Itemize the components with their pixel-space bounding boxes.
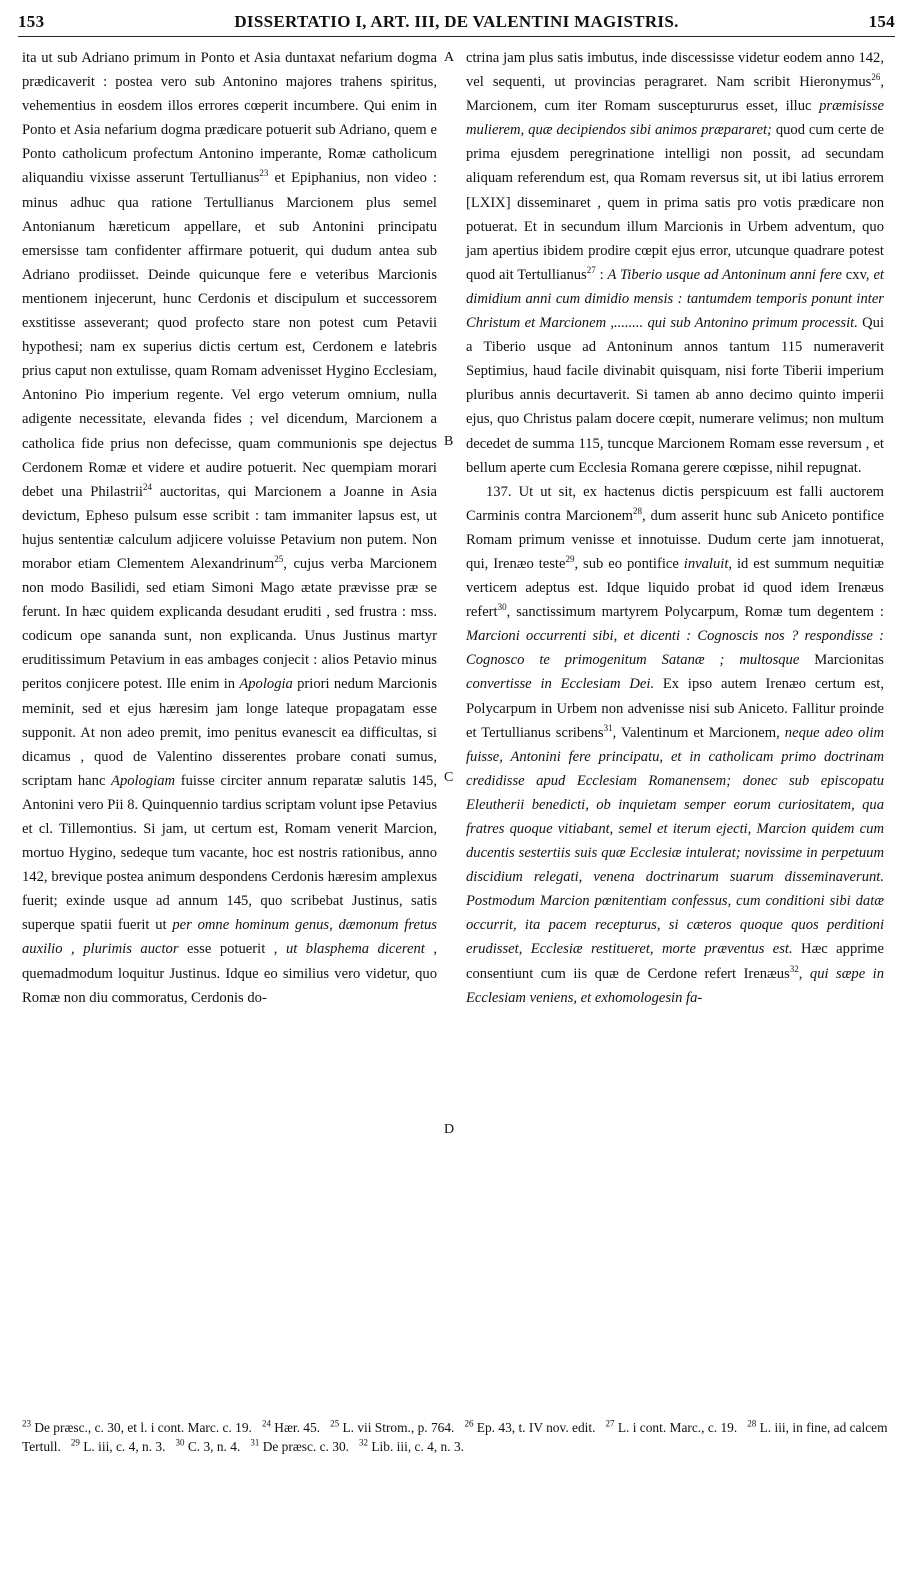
running-header [18, 12, 895, 38]
left-paragraph: ita ut sub Adriano primum in Ponto et Asia duntaxat nefarium dogma prædicaverit : postea vero sub Antonino majores trahens spiritus, vehementius in eosdem illos errores cœperit incumbere. Qui enim in Ponto et Asia nefarium dogma prædicare potuerit sub Adriano, quem e Ponto catholicum profectum Antonino imperante, Romæ catholicum aliquandiu vixisse asserunt Tertullianus$^{23}$ et Epiphanius, non video : minus adhuc qua ratione Tertullianus Marcionem plus semel Antonianum hæreticum appellare, et sub Antonini principatu emersisse tam confidenter affirmare potuerit, qui dudum antea sub Adriano prodiisset. Deinde quicunque fere e veteribus Marcionis mentionem injecerunt, hunc Cerdonis et discipulum et successorem exstitisse asseverant; quod profecto stare non potest cum Petavii hypothesi; nam ex superius dictis certum est, Cerdonem e latebris prius caput non extulisse, quam Romam advenisset Hygino Ecclesiam, Antonino Pio imperium regente. Vel ergo veterum omnium, nulla adigente necessitate, elevanda fides ; vel dicendum, Marcionem a catholica fide prius non defecisse, quam communionis spe dejectus Cerdonem Romæ et videre et audire potuerit. Nec quempiam morari debet una Philastrii$^{24}$ auctoritas, qui Marcionem a Joanne in Asia devictum, Epheso pulsum esse scribit : tam immaniter lapsus est, ut hujus sententiæ calculum adjicere voluisse Petavium non putem. Non morabor etiam Clementem Alexandrinum$^{25}$, cujus verba Marcionem non modo Basilidi, sed etiam Simoni Mago ætate prævisse præ se ferunt. In hæc quidem explicanda desudant eruditi , sed frustra : mss. codicum ope sananda sunt, non explicanda. Unus Justinus martyr eruditissimum Petavium in eas ambages conjecit : alios Petavio minus peritos conjicere potest. Ille enim in Apologia priori nedum Marcionis meminit, sed et ejus hæresim jam longe lateque propagatam esse supponit. At non adeo premit, imo penitus evanescit ea difficultas, si dicamus , quod de Valentino disserentes probare conati sumus, scriptam hanc Apologiam fuisse circiter annum reparatæ salutis 145, Antonini vero Pii 8. Quinquennio tardius scriptam volunt ipse Petavius et cl. Tillemontius. Si jam, ut certum est, Romam venerit Marcion, mortuo Hygino, sedeque tum vacante, hoc est nostris rationibus, anno 142, brevique postea animum despondens Cerdonis hæresim amplexus fuerit; exinde usque ad annum 145, quo scribebat Justinus, satis superque spatii fuerit ut per omne hominum genus, dæmonum fretus auxilio , plurimis auctor esse potuerit , ut blasphema dicerent , quemadmodum loquitur Justinus. Idque eo similius vero videtur, quo Romæ non diu commoratus, Cerdonis do- [22, 50, 438, 1006]
left-column [22, 46, 437, 1010]
running-title: DISSERTATIO I, ART. III, DE VALENTINI MAGISTRIS. [234, 12, 679, 31]
footnote-block: $^{23}$ De præsc., c. 30, et l. i cont. Marc. c. 19. $^{24}$ Hær. 45. $^{25}$ L. vii Strom., p. 764. $^{26}$ Ep. 43, t. IV nov. edit. $^{27}$ L. i cont. Marc., c. 19. $^{28}$ L. iii, in fine, ad calcem Tertull. $^{29}$ L. iii, c. 4, n. 3. $^{30}$ C. 3, n. 4. $^{31}$ De præsc. c. 30. $^{32}$ Lib. iii, c. 4, n. 3. [22, 1418, 888, 1454]
footnote-ref: 29 [565, 554, 575, 565]
right-paragraph-2: 137. Ut ut sit, ex hactenus dictis perspicuum est falli auctorem Carminis contra Marcionem$^{28}$, dum asserit hunc sub Aniceto pontifice Romam primum venisse et innotuisse. Dudum certe jam innotuerat, qui, Irenæo teste$^{29}$, sub eo pontifice invaluit, id est summum nequitiæ verticem adeptus est. Idque liquido probat id quod idem Irenæus refert$^{30}$, sanctissimum martyrem Polycarpum, Romæ tum degentem : Marcioni occurrenti sibi, et dicenti : Cognoscis nos ? respondisse : Cognosco te primogenitum Satanæ ; multosque Marcionitas convertisse in Ecclesiam Dei. Ex ipso autem Irenæo certum est, Polycarpum in Urbem non advenisse nisi sub Aniceto. Fallitur proinde et Tertullianus scribens$^{31}$, Valentinum et Marcionem, neque adeo olim fuisse, Antonini fere principatu, et in catholicam primo doctrinam credidisse apud Ecclesiam Romanensem; donec sub episcopatu Eleutherii benedicti, ob inquietam semper eorum curiositatem, qua fratres quoque vitiabant, semel et iterum ejecti, Marcion quidem cum ducentis sestertiis suis quæ Ecclesiæ intulerat; novissime in perpetuum discidium relegati, venena doctrinarum suarum disseminaverunt. Postmodum Marcion pœnitentiam confessus, cum conditioni sibi datæ occurrit, ita pacem recepturus, si cæteros quoque quos perditioni erudisset, Ecclesiæ restitueret, morte præventus est. Hæc apprime consentiunt cum iis quæ de Cerdone refert Irenæus$^{32}$, qui sæpe in Ecclesiam veniens, et exhomologesin fa- [466, 483, 885, 1006]
margin-marker-a: A [444, 50, 455, 65]
footnote-ref: 32 [789, 963, 799, 974]
footnote-ref: 30 [497, 602, 507, 613]
right-paragraph-1: ctrina jam plus satis imbutus, inde discessisse videtur eodem anno 142, vel sequenti, ut provincias peragraret. Nam scribit Hieronymus$^{26}$, Marcionem, cum iter Romam susceptururus esset, illuc præmisisse mulierem, quæ decipiendos sibi animos præpararet; quod cum certe de prima ejusdem peregrinatione intelligi non possit, ad secundam aliquam referendum est, qua Romam reversus sit, ut ibi latius errorem [LXIX] disseminaret , quem in prima satis pro votis prædicare non potuerat. Et in secundum illum Marcionis in Urbem adventum, quo jam apertius ibidem prodire cœpit ejus error, utcunque quadrare potest quod ait Tertullianus$^{27}$ : A Tiberio usque ad Antoninum anni fere cxv, et dimidium anni cum dimidio mensis : tantumdem temporis ponunt inter Christum et Marcionem ,........ qui sub Antonino primum processit. Qui a Tiberio usque ad Antoninum annos tantum 115 numeraverit Septimius, haud facile divinabit quisquam, nisi forte Tiberii imperium pluribus annis decurtaverit. Si tamen ab anno decimo quinto imperii ejus, quo Christus palam docere cœpit, numerare velimus; non multum decedet de summa 115, tuncque Marcionem Romam esse reversum , et bellum aperte cum Ecclesia Romana gerere cœpisse, nihil repugnat. [466, 50, 885, 476]
footnotes [22, 1418, 890, 1456]
left-page-number: 153 [18, 12, 45, 31]
margin-marker-c: C [444, 770, 454, 785]
margin-marker-b: B [444, 434, 454, 449]
header-rule [18, 36, 895, 37]
footnote-ref: 25 [274, 554, 284, 565]
right-page-number: 154 [868, 12, 895, 31]
margin-marker-d: D [444, 1122, 455, 1137]
footnote-ref: 31 [603, 722, 613, 733]
footnote-ref: 23 [259, 168, 269, 179]
footnote-ref: 28 [632, 505, 642, 516]
footnote-ref: 27 [586, 264, 596, 275]
right-column [466, 46, 884, 1010]
footnote-ref: 24 [142, 481, 152, 492]
footnote-ref: 26 [871, 72, 881, 83]
